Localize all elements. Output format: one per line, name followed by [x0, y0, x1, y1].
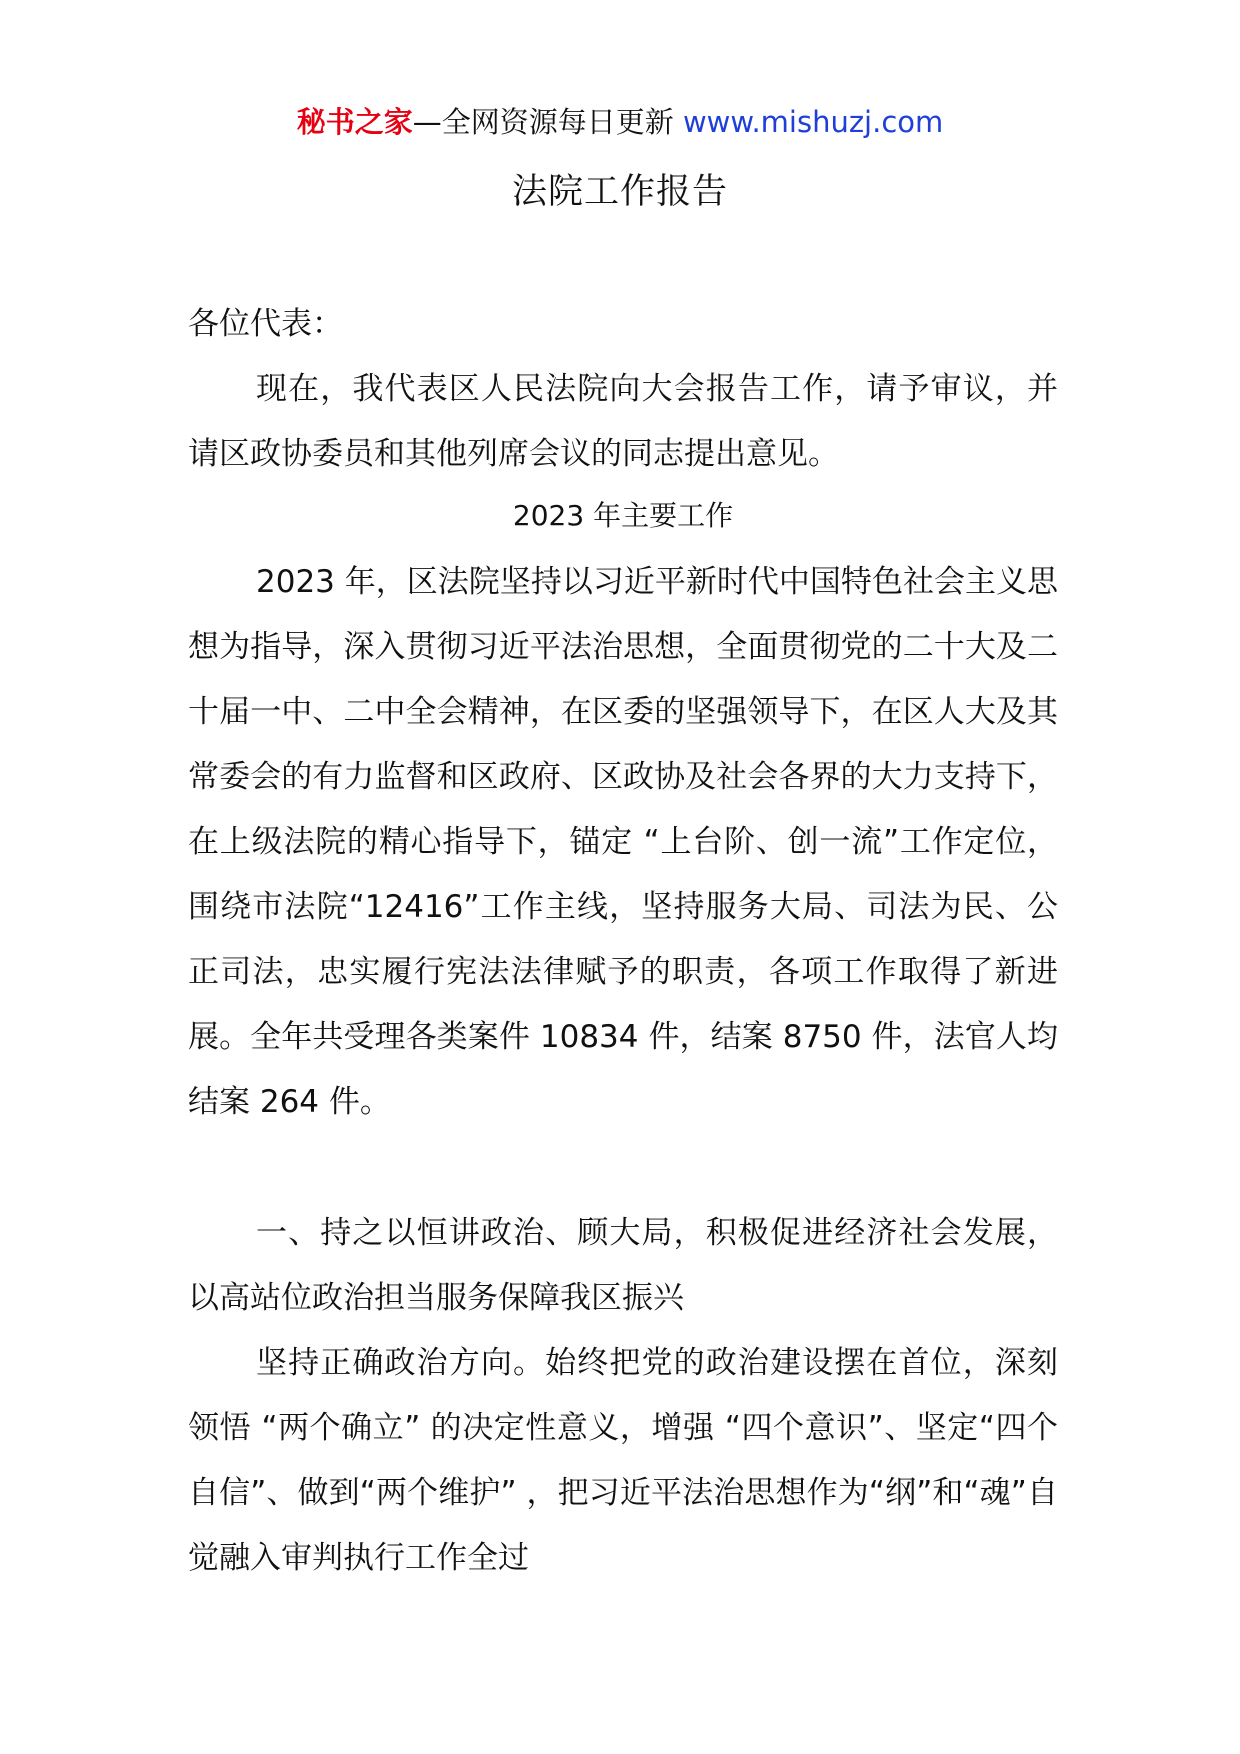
- banner-url[interactable]: www.mishuzj.com: [682, 105, 944, 139]
- banner-brand: 秘书之家: [296, 105, 413, 139]
- summary-paragraph: 2023 年，区法院坚持以习近平新时代中国特色社会主义思想为指导，深入贯彻习近平法治思想，全面贯彻党的二十大及二十届一中、二中全会精神，在区委的坚强领导下，在区人大及其常委会的有力监督和区政府、区政协及社会各界的大力支持下，在上级法院的精心指导下，锚定 “上台阶、创一流”工作定位，围绕市法院“12416”工作主线，坚持服务大局、司法为民、公正司法，忠实履行宪法法律赋予的职责，各项工作取得了新进展。全年共受理各类案件 10834 件，结案 8750 件，法官人均结案 264 件。: [188, 564, 1058, 1120]
- section-heading: 2023 年主要工作: [512, 499, 734, 532]
- heading-one: 一、持之以恒讲政治、顾大局，积极促进经济社会发展，以高站位政治担当服务保障我区振兴: [188, 1215, 1058, 1316]
- banner-slogan: —全网资源每日更新: [412, 105, 683, 139]
- document-title: 法院工作报告: [511, 172, 728, 212]
- watermark-banner: [0, 102, 1240, 142]
- intro-paragraph: 现在，我代表区人民法院向大会报告工作，请予审议，并请区政协委员和其他列席会议的同志提出意见。: [188, 371, 1058, 472]
- politics-paragraph: 坚持正确政治方向。始终把党的政治建设摆在首位，深刻领悟 “两个确立” 的决定性意义，增强 “四个意识”、坚定“四个自信”、做到“两个维护” ，把习近平法治思想作为“纲”和“魂”自觉融入审判执行工作全过: [188, 1345, 1058, 1576]
- salutation: 各位代表：: [188, 306, 343, 342]
